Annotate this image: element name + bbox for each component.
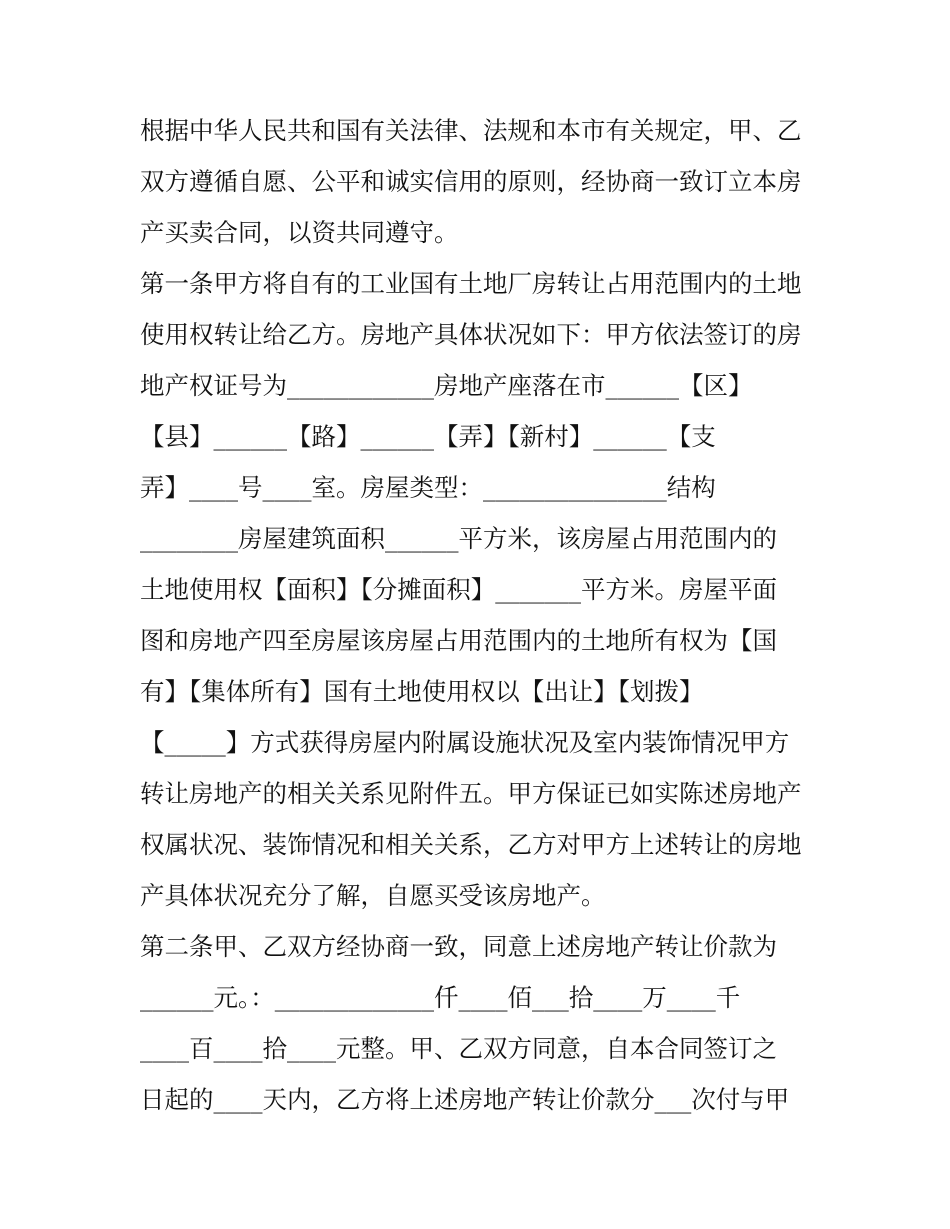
text-line: 【县】______【路】______【弄】【新村】______【支 bbox=[140, 422, 716, 451]
text-line: 根据中华人民共和国有关法律、法规和本市有关规定，甲、乙 bbox=[140, 116, 802, 145]
text-line: 图和房地产四至房屋该房屋占用范围内的土地所有权为【国 bbox=[140, 626, 777, 655]
text-line: 第二条甲、乙双方经协商一致，同意上述房地产转让价款为 bbox=[140, 932, 777, 961]
contract-body-text bbox=[140, 105, 830, 1125]
text-line: 有】【集体所有】国有土地使用权以【出让】【划拨】 bbox=[140, 677, 704, 706]
text-line: ____百____拾____元整。甲、乙双方同意，自本合同签订之 bbox=[140, 1034, 777, 1063]
text-line: ______元。：_____________仟____佰___拾____万____千 bbox=[140, 983, 741, 1012]
text-line: 弄】____号____室。房屋类型：_______________结构 bbox=[140, 473, 716, 502]
text-line: 地产权证号为____________房地产座落在市______【区】 bbox=[140, 371, 753, 400]
text-line: 【_____】方式获得房屋内附属设施状况及室内装饰情况甲方 bbox=[140, 728, 790, 757]
text-line: 第一条甲方将自有的工业国有土地厂房转让占用范围内的土地 bbox=[140, 269, 802, 298]
text-line: 产具体状况充分了解，自愿买受该房地产。 bbox=[140, 881, 606, 910]
text-line: 双方遵循自愿、公平和诚实信用的原则，经协商一致订立本房 bbox=[140, 167, 802, 196]
text-line: 权属状况、装饰情况和相关关系，乙方对甲方上述转让的房地 bbox=[140, 830, 802, 859]
text-line: 转让房地产的相关关系见附件五。甲方保证已如实陈述房地产 bbox=[140, 779, 802, 808]
text-line: 土地使用权【面积】【分摊面积】_______平方米。房屋平面 bbox=[140, 575, 777, 604]
text-line: 使用权转让给乙方。房地产具体状况如下：甲方依法签订的房 bbox=[140, 320, 802, 349]
text-line: 日起的____天内，乙方将上述房地产转让价款分___次付与甲 bbox=[140, 1085, 790, 1114]
text-line: ________房屋建筑面积______平方米，该房屋占用范围内的 bbox=[140, 524, 777, 553]
text-line: 产买卖合同，以资共同遵守。 bbox=[140, 218, 459, 247]
